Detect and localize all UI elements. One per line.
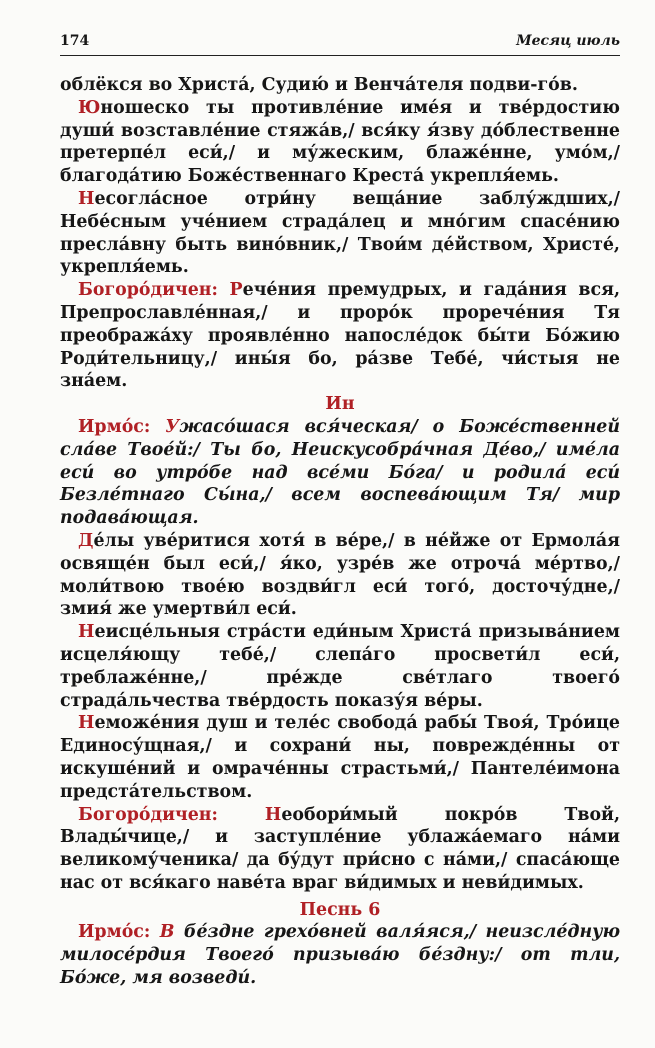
red-initial: Н <box>264 804 282 825</box>
theotokion-2 <box>60 804 620 895</box>
red-initial: Н <box>78 188 95 209</box>
red-initial: Н <box>78 622 95 643</box>
paragraph-text: ношеско ты противле́ние име́я и тве́рдостию души́ возставле́ние стяжа́в,/ вся́ку я́зву до́блественне претерпе́л еси́,/ и му́жеским, блаже́нне, умо́м,/ благода́тию Боже́ственнаго Креста́ укрепля́емь. <box>60 97 620 187</box>
irmos-2 <box>60 921 620 989</box>
paragraph-text: жасо́шася вся́ческая/ о Боже́ственней сла́ве Твое́й:/ Ты бо, Неискусобра́чная Де́во,/ име́ла еси́ во утро́бе над все́ми Бо́га/ и родила́ еси́ Безле́тнаго Сы́на,/ всем воспева́ющим Тя/ мир подава́ющая. <box>60 416 620 529</box>
paragraph-text: есогла́сное отри́ну веща́ние заблу́ждших,/ Небе́сным уче́нием страда́лец и мно́гим спасе́нию пресла́вну быть вино́вник,/ Твои́м де́йством, Христе́, укрепля́емь. <box>60 188 620 278</box>
page-number: 174 <box>60 33 90 49</box>
red-initial: В <box>159 922 175 943</box>
troparion-4 <box>60 621 620 712</box>
troparion-2 <box>60 188 620 279</box>
section-heading-ode-6: Песнь 6 <box>299 899 381 920</box>
theotokion-1 <box>60 279 620 393</box>
rubric-label: Ирмо́с: <box>78 416 166 437</box>
paragraph-text: еисце́льныя стра́сти еди́ным Христа́ призыва́нием исцеля́ющу тебе́,/ слепа́го просвети́л еси́, треблаже́нне,/ пре́жде све́тлаго твоего́ страда́льчества тве́рдость показу́я ве́ры. <box>60 622 620 711</box>
paragraph-text: е́лы уве́ритися хотя́ в ве́ре,/ в не́йже от Ермола́я освяще́н был еси́,/ я́ко, узре́в же отроча́ ме́ртво,/ моли́твою твое́ю воздви́гл еси́ того́, досточу́дне,/ змия́ же умертви́л еси́. <box>60 530 620 620</box>
red-initial: Р <box>229 280 243 301</box>
paragraph-text: бе́здне грехо́вней валя́яся,/ неизсле́дную милосе́рдия Твоего́ призыва́ю бе́здну:/ от тли, Бо́же, мя возведи́. <box>60 922 620 989</box>
red-initial: Д <box>78 530 94 551</box>
irmos-1 <box>60 416 620 530</box>
red-initial: У <box>165 416 180 437</box>
paragraph-continuation <box>60 74 620 97</box>
red-initial: Ю <box>78 97 101 118</box>
troparion-5 <box>60 712 620 803</box>
rubric-label: Богоро́дичен: <box>78 804 265 825</box>
troparion-1 <box>60 97 620 188</box>
rubric-label: Ирмо́с: <box>78 922 160 943</box>
section-heading-in: Ин <box>325 394 355 415</box>
running-title: Месяц июль <box>516 33 620 49</box>
page-text <box>60 74 620 990</box>
red-initial: Н <box>78 713 95 734</box>
paragraph-text: облёкся во Христа́, Судию́ и Венча́теля подви-го́в. <box>60 75 578 95</box>
paragraph-text: еможе́ния душ и теле́с свобода́ рабы́ Твоя́, Тро́ице Единосу́щная,/ и сохрани́ ны, поврежде́нны от искуше́ний и омраче́нны страстьми́,/ Пантеле́имона предста́тельством. <box>60 713 620 802</box>
rubric-label: Богоро́дичен: <box>78 280 230 301</box>
paragraph-text: ече́ния премудрых, и гада́ния вся, Препрославле́нная,/ и проро́к прорече́ния Тя преобража́ху проявле́нно напосле́док бы́ти Бо́жию Роди́тельницу,/ ины́я бо, ра́зве Тебе́, чи́стыя не зна́ем. <box>60 280 620 392</box>
page-header <box>60 33 620 56</box>
troparion-3 <box>60 530 620 621</box>
paragraph-text: еобори́мый покро́в Твой, Влады́чице,/ и заступле́ние ублажа́емаго на́ми великому́ченика/ да бу́дут при́сно с на́ми,/ спаса́юще нас от вся́каго наве́та враг ви́димых и неви́димых. <box>60 804 620 893</box>
